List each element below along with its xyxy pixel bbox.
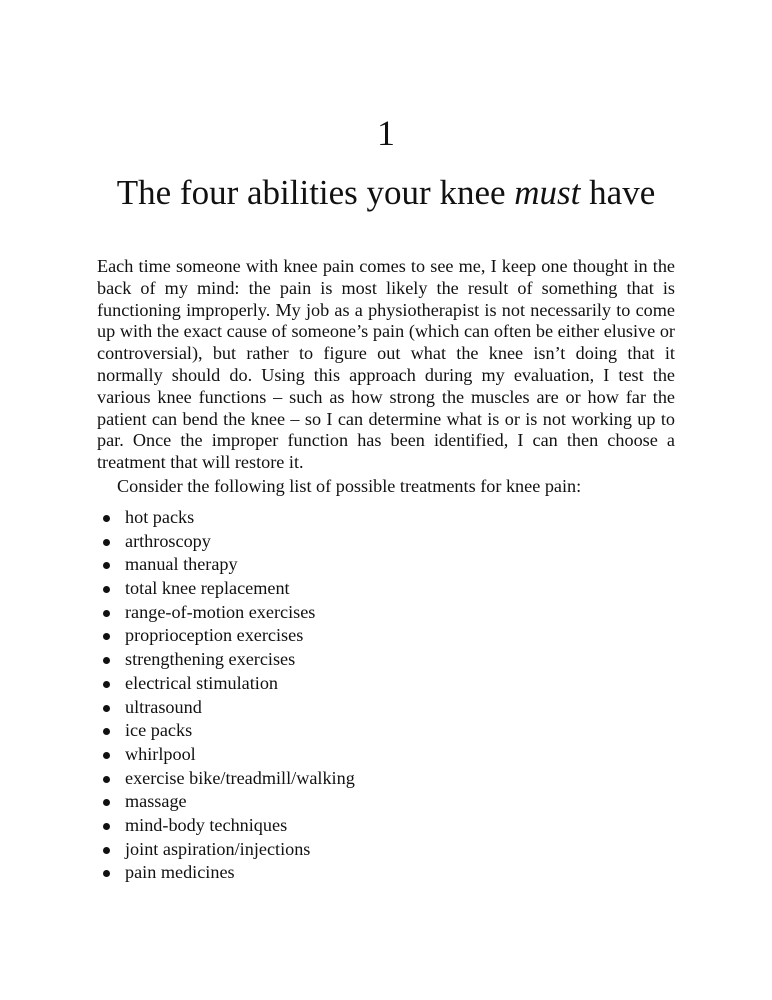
treatment-list bbox=[103, 506, 355, 885]
list-item-text: range-of-motion exercises bbox=[125, 601, 316, 622]
list-intro: Consider the following list of possible treatments for knee pain: bbox=[117, 476, 582, 496]
list-item bbox=[103, 767, 355, 791]
bullet-icon bbox=[103, 515, 110, 522]
list-item bbox=[103, 506, 355, 530]
bullet-icon bbox=[103, 657, 110, 664]
bullet-icon bbox=[103, 562, 110, 569]
list-item-text: mind-body techniques bbox=[125, 814, 288, 835]
chapter-number: 1 bbox=[377, 113, 395, 153]
bullet-icon bbox=[103, 681, 110, 688]
list-item-text: joint aspiration/injections bbox=[125, 838, 311, 859]
list-item-text: proprioception exercises bbox=[125, 625, 304, 646]
list-item bbox=[103, 838, 355, 862]
list-item bbox=[103, 530, 355, 554]
list-item bbox=[103, 577, 355, 601]
list-item-text: ice packs bbox=[125, 720, 193, 741]
list-item-text: manual therapy bbox=[125, 554, 238, 575]
list-item bbox=[103, 696, 355, 720]
list-item bbox=[103, 624, 355, 648]
list-item bbox=[103, 672, 355, 696]
bullet-icon bbox=[103, 539, 110, 546]
bullet-icon bbox=[103, 586, 110, 593]
chapter-title bbox=[0, 170, 772, 216]
bullet-icon bbox=[103, 870, 110, 877]
bullet-icon bbox=[103, 633, 110, 640]
list-item-text: massage bbox=[125, 791, 187, 812]
bullet-icon bbox=[103, 799, 110, 806]
list-item bbox=[103, 861, 355, 885]
chapter-title-end: have bbox=[580, 173, 656, 212]
list-item bbox=[103, 814, 355, 838]
list-item-text: arthroscopy bbox=[125, 530, 211, 551]
list-item-text: ultrasound bbox=[125, 696, 202, 717]
list-item-text: electrical stimulation bbox=[125, 672, 279, 693]
bullet-icon bbox=[103, 705, 110, 712]
list-item-text: whirlpool bbox=[125, 743, 196, 764]
bullet-icon bbox=[103, 776, 110, 783]
list-item bbox=[103, 648, 355, 672]
list-item bbox=[103, 601, 355, 625]
list-item bbox=[103, 790, 355, 814]
list-item bbox=[103, 719, 355, 743]
list-item-text: hot packs bbox=[125, 507, 195, 527]
body-paragraph: Each time someone with knee pain comes to see me, I keep one thought in the back of my mind: the pain is most likely the result of something that is functioning improperly. My job as a physiotherapist is not necessarily to come up with the exact cause of someone’s pain (which can often be either elusive or controversial), but rather to figure out what the knee isn’t doing that it normally should do. Using this approach during my evaluation, I test the various knee functions – such as how strong the muscles are or how far the patient can bend the knee – so I can determine what is or is not working up to par. Once the improper function has been identified, I can then choose a treatment that will restore it. bbox=[97, 256, 675, 473]
chapter-title-start: The four abilities your knee bbox=[116, 173, 515, 212]
list-item bbox=[103, 553, 355, 577]
list-item-text: exercise bike/treadmill/walking bbox=[125, 767, 355, 788]
list-item-text: pain medicines bbox=[125, 862, 235, 883]
chapter-title-emphasis: must bbox=[514, 173, 581, 212]
bullet-icon bbox=[103, 728, 110, 735]
bullet-icon bbox=[103, 823, 110, 830]
bullet-icon bbox=[103, 610, 110, 617]
bullet-icon bbox=[103, 847, 110, 854]
list-item-text: strengthening exercises bbox=[125, 649, 296, 670]
list-item bbox=[103, 743, 355, 767]
bullet-icon bbox=[103, 752, 110, 759]
list-item-text: total knee replacement bbox=[125, 578, 290, 599]
